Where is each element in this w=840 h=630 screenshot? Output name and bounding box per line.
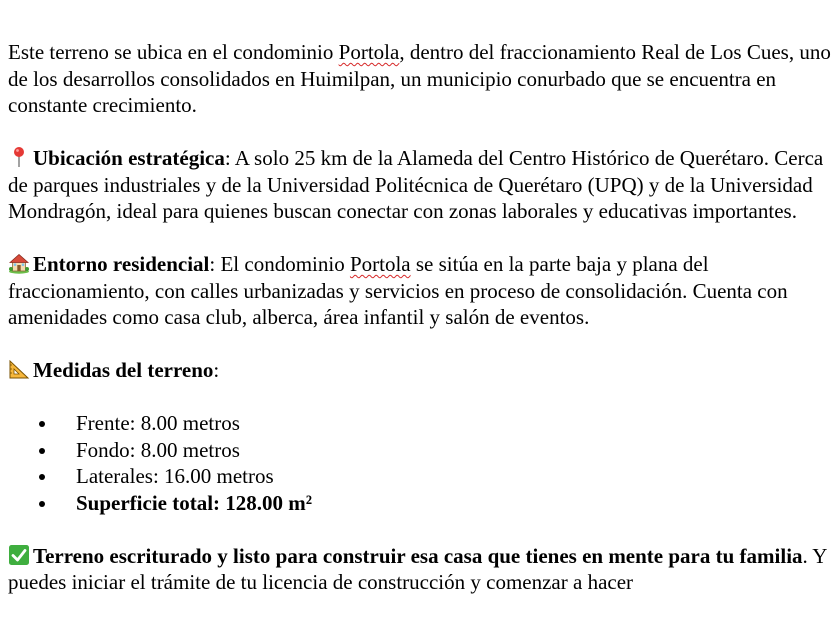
house-with-garden-icon (8, 252, 30, 274)
list-item-superficie (76, 490, 838, 517)
entorno-text-1: : El condominio (209, 252, 350, 276)
ubicacion-title: Ubicación estratégica (33, 146, 225, 170)
escriturado-title: Terreno escriturado y listo para construir esa casa que tienes en mente para tu familia (33, 543, 803, 568)
entorno-text-2: se sitúa en la parte baja y plana del fraccionamiento, con calles urbanizadas y servicios en proceso de consolidación. Cuenta con amenidades como casa club, alberca, área infantil y salón de eventos. (8, 252, 788, 329)
portola-word[interactable]: Portola (338, 40, 400, 64)
medidas-list (8, 410, 838, 516)
medidas-heading (8, 357, 838, 384)
intro-text-2: , dentro del fraccionamiento Real de Los Cues, uno de los desarrollos consolidados en Huimilpan, un municipio conurbado que se encuentra en constante crecimiento. (8, 40, 831, 117)
ubicacion-paragraph (8, 145, 838, 225)
document-page (8, 0, 838, 622)
round-pushpin-icon (8, 146, 30, 168)
escriturado-text: . Y puedes iniciar el trámite de tu licencia de construcción y comenzar a hacer (8, 543, 827, 594)
check-mark-button-icon (8, 544, 30, 566)
entorno-paragraph (8, 251, 838, 331)
list-item-fondo: Fondo: 8.00 metros (76, 437, 838, 464)
intro-paragraph (8, 39, 838, 119)
list-item-frente: Frente: 8.00 metros (76, 410, 838, 437)
ubicacion-text: : A solo 25 km de la Alameda del Centro Histórico de Querétaro. Cerca de parques industriales y de la Universidad Politécnica de Querétaro (UPQ) y de la Universidad Mondragón, ideal para quienes buscan conectar con zonas laborales y educativas importantes. (8, 146, 824, 223)
triangular-ruler-icon (8, 358, 30, 380)
intro-text-1: Este terreno se ubica en el condominio (8, 40, 339, 64)
portola-word-2[interactable]: Portola (349, 252, 411, 276)
list-item-laterales: Laterales: 16.00 metros (76, 463, 838, 490)
escriturado-paragraph (8, 543, 838, 596)
medidas-suffix: : (213, 358, 220, 382)
superficie-total: Superficie total: 128.00 m² (76, 490, 313, 515)
cut-top-line (8, 0, 838, 13)
entorno-title: Entorno residencial (33, 252, 210, 276)
medidas-title: Medidas del terreno (33, 358, 214, 382)
